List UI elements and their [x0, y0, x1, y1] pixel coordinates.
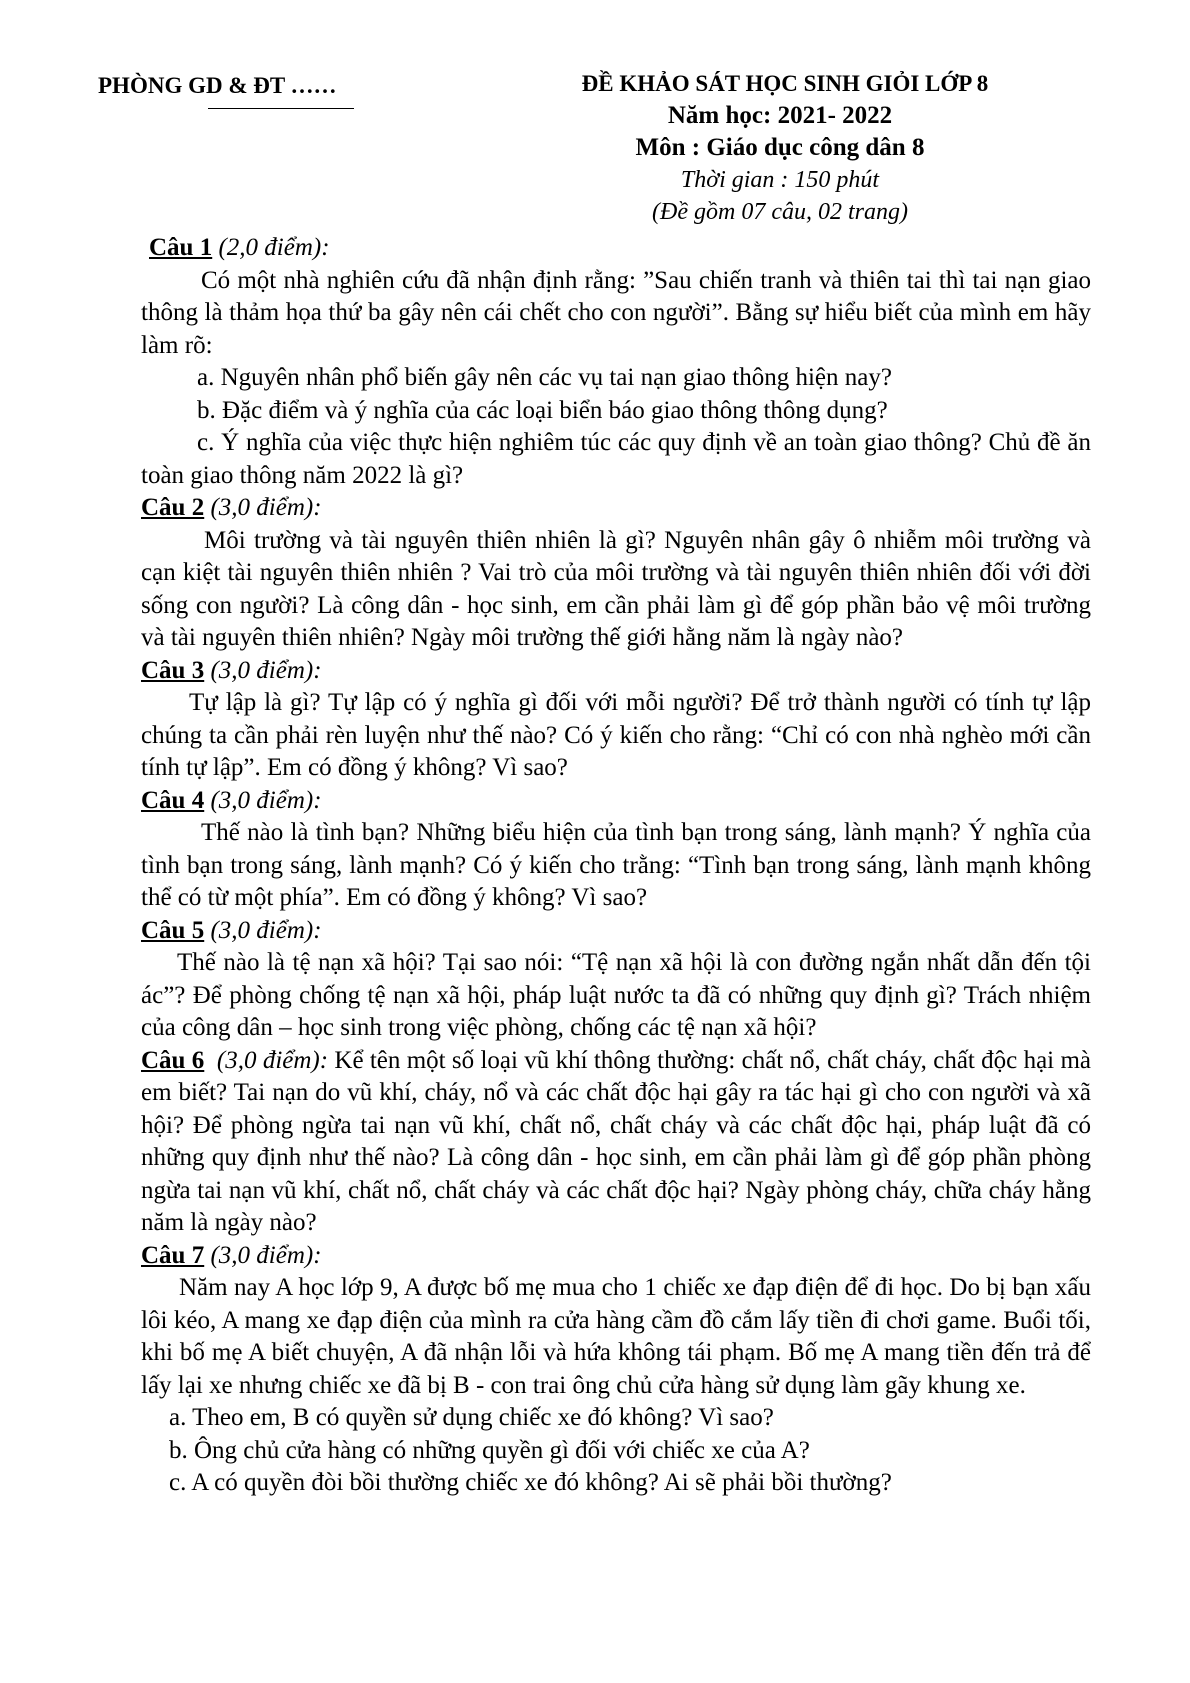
question-heading — [141, 232, 1091, 265]
time-limit: Thời gian : 150 phút — [680, 167, 880, 193]
exam-header — [520, 68, 1040, 228]
question-item: b. Ông chủ cửa hàng có những quyền gì đối với chiếc xe của A? — [169, 1436, 810, 1464]
question-text: Thế nào là tệ nạn xã hội? Tại sao nói: “Tệ nạn xã hội là con đường ngắn nhất dẫn đến tội ác”? Để phòng chống tệ nạn xã hội, pháp luật nước ta đã có những quy định gì? Trách nhiệm của công dân – học sinh trong việc phòng, chống các tệ nạn xã hội? — [141, 949, 1091, 1041]
exam-title: ĐỀ KHẢO SÁT HỌC SINH GIỎI LỚP 8 — [581, 71, 989, 96]
question-item: b. Đặc điểm và ý nghĩa của các loại biển báo giao thông thông dụng? — [197, 396, 888, 424]
question-heading — [141, 492, 1091, 525]
question-points: (3,0 điểm): — [210, 916, 322, 944]
question-title: Câu 6 — [141, 1046, 205, 1074]
question-text: Môi trường và tài nguyên thiên nhiên là gì? Nguyên nhân gây ô nhiễm môi trường và cạn kiệt tài nguyên thiên nhiên ? Vai trò của môi trường và tài nguyên thiên nhiên đối với đời sống con người? Là công dân - học sinh, em cần phải làm gì để góp phần bảo vệ môi trường và tài nguyên thiên nhiên? Ngày môi trường thế giới hằng năm là ngày nào? — [141, 526, 1091, 651]
question-text: Năm nay A học lớp 9, A được bố mẹ mua cho 1 chiếc xe đạp điện để đi học. Do bị bạn xấu lôi kéo, A mang xe đạp điện của mình ra cửa hàng cầm đồ cắm lấy tiền đi chơi game. Buổi tối, khi bố mẹ A biết chuyện, A đã nhận lỗi và hứa không tái phạm. Bố mẹ A mang tiền đến trả để lấy lại xe nhưng chiếc xe đã bị B - con trai ông chủ cửa hàng sử dụng làm gãy khung xe. — [141, 1274, 1091, 1399]
question-text: Có một nhà nghiên cứu đã nhận định rằng: ”Sau chiến tranh và thiên tai thì tai nạn giao thông là thảm họa thứ ba gây nên cái chết cho con người”. Bằng sự hiểu biết của mình em hãy làm rõ: — [141, 266, 1091, 359]
question-title: Câu 3 — [141, 656, 205, 684]
question-2 — [141, 492, 1091, 655]
question-points: (3,0 điểm): — [210, 786, 322, 814]
question-points: (3,0 điểm): — [216, 1046, 329, 1074]
question-5 — [141, 915, 1091, 1045]
question-item: a. Theo em, B có quyền sử dụng chiếc xe đó không? Vì sao? — [169, 1404, 774, 1431]
question-1 — [141, 232, 1091, 492]
question-title: Câu 5 — [141, 916, 205, 944]
question-heading — [141, 655, 1091, 688]
question-points: (3,0 điểm): — [210, 656, 322, 684]
department-underline — [208, 108, 354, 109]
subject: Môn : Giáo dục công dân 8 — [635, 134, 925, 161]
question-title: Câu 2 — [141, 494, 205, 521]
exam-questions — [141, 232, 1091, 1500]
question-text: Kể tên một số loại vũ khí thông thường: chất nổ, chất cháy, chất độc hại mà em biết? Tai nạn do vũ khí, cháy, nổ và các chất độc hại gây ra tác hại gì cho con người và xã hội? Để phòng ngừa tai nạn vũ khí, chất nổ, chất cháy và các chất độc hại, pháp luật đã có những quy định như thế nào? Là công dân - học sinh, em cần phải làm gì để góp phần phòng ngừa tai nạn vũ khí, chất nổ, chất cháy và các chất độc hại? Ngày phòng cháy, chữa cháy hằng năm là ngày nào? — [141, 1046, 1091, 1236]
question-7 — [141, 1240, 1091, 1500]
department-name: PHÒNG GD & ĐT …… — [98, 73, 337, 98]
question-item: c. Ý nghĩa của việc thực hiện nghiêm túc các quy định về an toàn giao thông? Chủ đề ăn toàn giao thông năm 2022 là gì? — [141, 429, 1091, 489]
question-points: (3,0 điểm): — [210, 494, 322, 521]
question-points: (2,0 điểm): — [218, 234, 330, 261]
question-heading — [141, 915, 1091, 948]
question-item: c. A có quyền đòi bồi thường chiếc xe đó không? Ai sẽ phải bồi thường? — [169, 1469, 892, 1496]
exam-page-count: (Đề gồm 07 câu, 02 trang) — [652, 199, 908, 225]
question-4 — [141, 785, 1091, 915]
question-text: Thế nào là tình bạn? Những biểu hiện của tình bạn trong sáng, lành mạnh? Ý nghĩa của tình bạn trong sáng, lành mạnh? Có ý kiến cho trằng: “Tình bạn trong sáng, lành mạnh không thể có từ một phía”. Em có đồng ý không? Vì sao? — [141, 819, 1091, 911]
question-title: Câu 1 — [149, 234, 213, 261]
question-6 — [141, 1045, 1091, 1240]
question-points: (3,0 điểm): — [210, 1241, 322, 1269]
school-year: Năm học: 2021- 2022 — [667, 102, 893, 129]
question-item: a. Nguyên nhân phổ biến gây nên các vụ tai nạn giao thông hiện nay? — [197, 364, 892, 391]
question-title: Câu 7 — [141, 1241, 205, 1269]
question-3 — [141, 655, 1091, 785]
question-heading — [141, 785, 1091, 818]
question-text: Tự lập là gì? Tự lập có ý nghĩa gì đối với mỗi người? Để trở thành người có tính tự lập chúng ta cần phải rèn luyện như thế nào? Có ý kiến cho rằng: “Chỉ có con nhà nghèo mới cần tính tự lập”. Em có đồng ý không? Vì sao? — [141, 689, 1091, 781]
question-title: Câu 4 — [141, 786, 205, 814]
question-text-with-heading — [141, 1045, 1091, 1240]
question-heading — [141, 1240, 1091, 1273]
